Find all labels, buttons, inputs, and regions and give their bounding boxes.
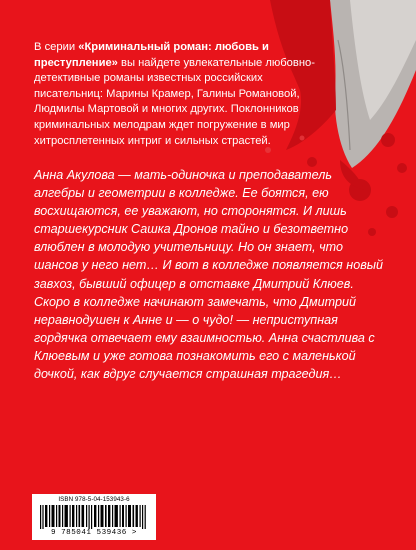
series-intro: В серии [34,41,79,53]
series-description [34,40,334,149]
barcode [32,494,156,540]
isbn-number: ISBN 978-5-04-153943-6 [58,496,130,503]
barcode-digits: 9 785041 539436 > [51,529,137,537]
series-title: «Криминальный роман: любовь и преступление» [34,41,269,69]
series-body: вы найдете увлекательные любовно-детективные романы известных российских писательниц: Марины Крамер, Галины Романовой, Людмилы Мартовой и многих других. Поклонников криминальных мелодрам ждет погружение в мир хитросплетенных интриг и сильных страстей. [34,56,315,147]
book-annotation: Анна Акулова — мать-одиночка и преподаватель алгебры и геометрии в колледже. Ее боятся, ею восхищаются, ее уважают, но сторонятся. И лишь старшекурсник Сашка Дронов тайно и безответно влюблен в молодую учительницу. Но он знает, что шансов у него нет… И вот в колледже появляется новый завхоз, бывший офицер в отставке Дмитрий Клюев. Скоро в колледже начинают замечать, что Дмитрий неравнодушен к Анне и — о чудо! — неприступная гордячка отвечает ему взаимностью. Анна счастлива с Клюевым и уже готова познакомить его с маленькой дочкой, как вдруг случается страшная трагедия… [34,168,384,382]
barcode-bars [40,505,148,529]
